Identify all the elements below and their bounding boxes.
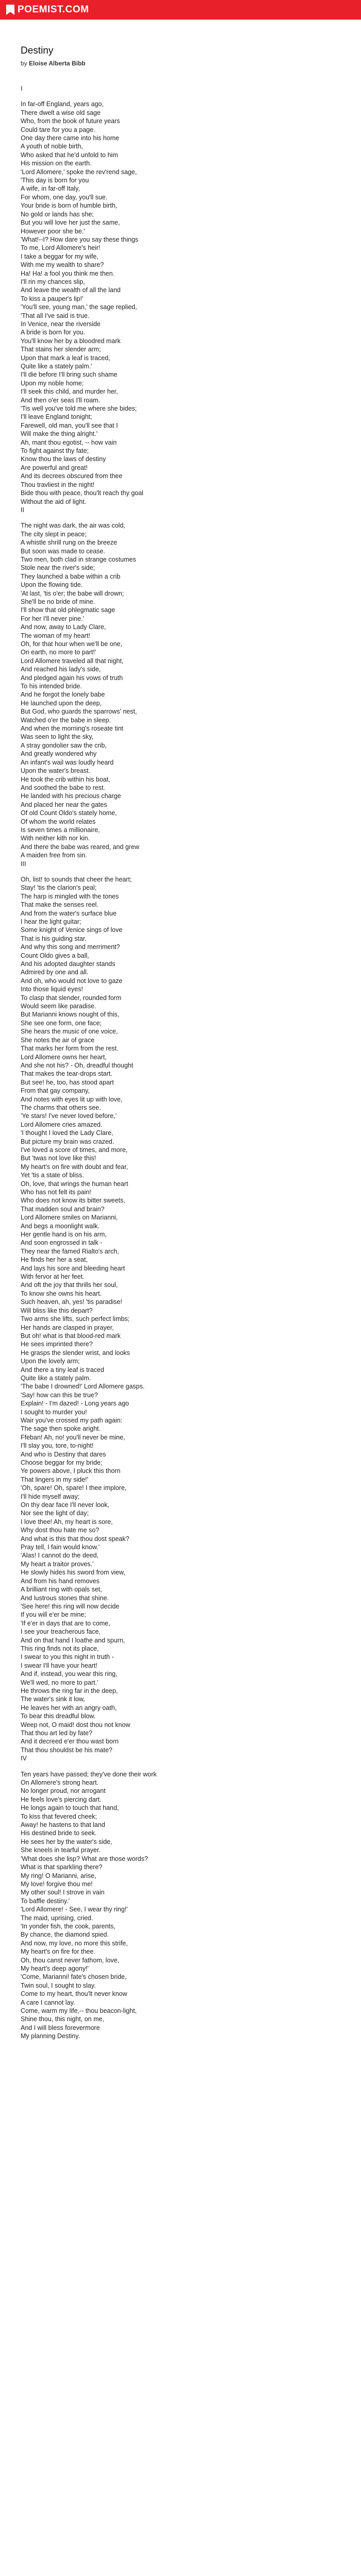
poem-line: He leaves her with an angry oath, [21,1704,117,1711]
poem-line: 'If e'er in days that are to come, [21,1619,110,1627]
poem-line: On Allomere's strong heart. [21,1779,99,1787]
poem-line: Lord Allomere owns her heart, [21,1053,107,1061]
poem-line: I'll show that old phlegmatic sage [21,606,116,614]
poem-line: And lustrous stones that shine. [21,1594,109,1602]
poem-line: On earth, no more to part!' [21,649,96,656]
poem-line: And greatly wondered why [21,750,97,758]
poem-line: To bear this dreadful blow. [21,1713,96,1720]
poem-line: Count Oldo gives a ball, [21,952,89,959]
poem-line: And soon engrossed in talk - [21,1239,103,1247]
poem-line: Away! he hastens to that land [21,1821,105,1829]
poem-line: Watched o'er the babe in sleep. [21,716,111,724]
poem-line: My heart's on fire for thee. [21,1948,95,1956]
poem-line: My ring! O Marianni, arise, [21,1872,96,1879]
poem-line: I'll slay you, tore, to-night! [21,1442,94,1450]
poem-line: My love! forgive thou me! [21,1880,93,1888]
poem-line: And placed her near the gates [21,801,107,808]
poem-section [21,84,340,506]
poem-line: I swear to you this night in truth - [21,1653,114,1661]
poem-line: A whistle shrill rung on the breeze [21,539,117,547]
poem-line: Quite like a stately palm. [21,1374,91,1382]
poem-line: I see your treacherous face, [21,1628,101,1636]
poem-line: Who asked that he'd unfold to him [21,151,118,159]
poem-line: Quite like a stately palm.' [21,363,92,370]
poem-line: An infant's wail was loudly heard [21,758,114,766]
poem-content [0,20,361,2041]
poem-line: Weep not, O maid! dost thou not know [21,1721,130,1728]
poem-line: You'll know her by a bloodred mark [21,337,121,345]
poem-line: To know she owns his heart. [21,1290,102,1297]
poem-line: Farewell, old man, you'll see that I [21,421,118,429]
poem-line: Who, from the book of future years [21,117,120,125]
poem-line: The sage then spoke aright. [21,1425,101,1433]
poem-line: His mission on the earth. [21,160,92,167]
poem-line: Lord Allomere smiles on Marianni, [21,1214,118,1222]
poem-line: Who does not know its bitter sweets, [21,1197,125,1205]
poem-line: A stray gondolier saw the crib, [21,741,107,749]
poem-line: My other soul! I strove in vain [21,1889,105,1896]
poem-line: 'That all I've said is true. [21,312,90,319]
poem-line: And oft the joy that thrills her soul, [21,1281,118,1289]
poem-line: She notes the air of grace [21,1036,95,1044]
poem-line: The charms that others see. [21,1104,101,1111]
section-number: IV [21,1755,27,1762]
poem-line: I love thee! Ah, my heart is sore, [21,1518,113,1526]
poem-line: We'll wed, no more to part.' [21,1679,99,1686]
poem-line: And his adopted daughter stands [21,960,116,968]
section-number: II [21,506,24,514]
poem-line: And who is Destiny that dares [21,1450,106,1458]
poem-line: The water's sink it low, [21,1696,85,1703]
poem-line: No longer proud, nor arrogant [21,1787,106,1795]
poem-line: If you will e'er be mine; [21,1611,86,1619]
poem-line: He finds her her a seat, [21,1256,88,1264]
poem-line: His destined bride to seek. [21,1829,97,1837]
poem-line: What is that sparkling there? [21,1863,103,1871]
poem-line: They near the famed Rialto's arch, [21,1247,119,1255]
poem-line: One day there came into his home [21,134,120,142]
poem-line: A brilliant ring with opals set, [21,1586,102,1594]
poem-line: The woman of my heart! [21,632,90,639]
poem-line: He sees imprinted there? [21,1341,93,1348]
poem-line: She hears the music of one voice, [21,1028,118,1036]
poem-line: That marks her form from the rest. [21,1045,119,1053]
poem-line: A bride is born for you. [21,329,86,336]
poem-line: He took the crib within his boat, [21,775,110,783]
poem-line: From that gay company, [21,1087,90,1095]
poem-line: He landed with his precious charge [21,792,121,800]
poem-line: He throws the ring far in the deep, [21,1687,118,1694]
poem-line: Bide thou with peace, thou'lt reach thy goal [21,489,143,497]
poem-line: He sees her by the water's side, [21,1838,112,1845]
poem-line: And now, my love, no more this strife, [21,1939,128,1947]
poem-line: 'Say! how can this be true? [21,1391,98,1399]
poem-line: But picture my brain was crazed. [21,1138,114,1145]
poem-line: And oh, who would not love to gaze [21,977,123,985]
poem-line: In Venice, near the riverside [21,320,101,328]
poem-line: That madden soul and brain? [21,1205,105,1213]
poem-line: No gold or lands has she; [21,210,94,218]
poem-line: Wair you've crossed my path again: [21,1416,123,1424]
poem-line: Some knight of Venice sings of love [21,926,123,934]
poem-line: Is seven times a millionaire, [21,826,100,834]
poem-line: And from his hand removes [21,1577,100,1585]
poem-line: With me my wealth to share? [21,261,104,269]
poem-line: I'll seek this child, and murder her, [21,388,118,396]
poem-line: And its decrees obscured from thee [21,472,123,480]
poem-line: And there the babe was reared, and grew [21,843,140,851]
poem-line: I've loved a score of times, and more, [21,1146,128,1154]
poem-line: A care I cannot lay. [21,1998,75,2006]
poem-line: Upon my noble home; [21,379,84,387]
poem-line: Of old Count Oldo's stately home, [21,809,117,817]
poem-line: Will make the thing alright.' [21,430,97,438]
poem-line: That make the senses reel. [21,901,99,909]
poem-line: And there a tiny leaf is traced [21,1366,104,1374]
poem-line: And pledged again his vows of truth [21,674,123,682]
poem-line: Choose beggar for my bride; [21,1459,103,1466]
poem-line: 'See here! this ring will now decide [21,1602,120,1610]
poem-line: He launched upon the deep, [21,699,102,707]
poem-line: To fight against thy fate; [21,447,89,455]
poem-line: She'll be no bride of mine. [21,598,95,605]
poem-line: I'll hide myself away; [21,1493,80,1500]
poem-line: 'Lord Allomere! - See, I wear thy ring!' [21,1906,128,1913]
poem-line: Of whom the world relates [21,818,96,825]
poem-line: Ha! Ha! a fool you think me then. [21,269,115,277]
poem-line: He slowly hides his sword from view, [21,1569,125,1577]
poem-line: 'Oh, spare! Oh, spare! I thee implore, [21,1484,127,1492]
poem-line: Lord Allomere traveled all that night, [21,657,124,665]
poem-line: Her hands are clasped in prayer, [21,1324,114,1331]
poem-line: And leave the wealth of all the land [21,286,121,294]
poem-line: Upon the lovely arm; [21,1358,80,1365]
poem-line: And when the morning's roseate tint [21,725,124,733]
poem-line: And why this song and merriment? [21,943,120,951]
poem-line: Are powerful and great! [21,464,88,471]
poem-line: I take a beggar for my wife, [21,252,99,260]
poem-line: I'll leave England tonight; [21,413,92,421]
poem-line: The city slept in peace; [21,530,87,538]
poem-line: He feels love's piercing dart. [21,1795,102,1803]
poem-line: 'At last, 'tis o'er; the babe will drown; [21,589,124,597]
poem-body [21,84,340,2041]
poem-line: Stay! 'tis the clarion's peal; [21,884,97,892]
poem-line: Upon the water's breast. [21,767,91,775]
poem-line: And notes with eyes lit up with love, [21,1095,123,1103]
poem-line: Oh, for that hour when we'll be one, [21,640,122,648]
poem-line: 'Alas! I cannot do the deed, [21,1552,99,1560]
poem-line: Come, warm my life,-- thou beacon-light, [21,2007,137,2014]
poem-line: Who has not felt its pain! [21,1189,91,1196]
poem-line: Was seen to light the sky, [21,733,94,741]
poem-title: Destiny [21,45,54,56]
poem-line: Ffeban! Ah, no! you'll never be mine, [21,1433,125,1441]
poem-line: Oh, thou canst never fathom, love, [21,1956,120,1964]
poem-line: A youth of noble birth, [21,143,83,150]
poem-line: Know thou the laws of destiny [21,455,106,463]
poem-line: She kneels in tearful prayer. [21,1846,101,1854]
poem-line: Nor see the light of day; [21,1510,89,1517]
poem-line: For whom, one day, you'll sue. [21,193,108,201]
poem-line: Oh, love, that wrings the human heart [21,1180,128,1188]
poem-line: Stole near the river's side; [21,564,95,572]
poem-line: I swear I'll have your heart! [21,1662,97,1669]
poem-line: Two arms she lifts, such perfect limbs; [21,1315,130,1323]
poem-line: A wife, in far-off Italy, [21,185,80,193]
poem-line: They launched a babe within a crib [21,572,121,580]
poem-line: With fervor at her feet. [21,1273,85,1281]
poem-line: Her gentle hand is on his arm, [21,1231,107,1239]
poem-line: 'This day is born for you [21,177,89,184]
poem-line: By chance, the diamond spied. [21,1931,109,1939]
poem-line: Ah, mant thou egotist, -- how vain [21,438,117,446]
poem-line: Ye powers above, I pluck this thorn [21,1467,121,1475]
poem-line: And begs a moonlight walk. [21,1222,100,1230]
poem-line: The harp is mingled with the tones [21,892,119,900]
poem-line: And on that hand I loathe and spurn, [21,1636,125,1644]
poem-line: But soon was made to cease. [21,547,105,555]
poem-line: That stains her slender arm; [21,346,101,353]
poem-line: Your bride is born of humble birth, [21,202,118,210]
poem-line: That thou art led by fate? [21,1730,92,1737]
poem-line: 'The babe I drowned!' Lord Allomere gasps. [21,1383,145,1391]
poem-line: Would seem like paradise. [21,1003,96,1010]
poem-line: For her I'll never pine.' [21,615,84,622]
poem-line: To me, Lord Allomere's heir! [21,244,101,252]
poem-line: But God, who guards the sparrows' nest, [21,708,137,716]
poem-line: And it decreed e'er thou wast born [21,1738,119,1745]
poem-line: Two men, both clad in strange costumes [21,555,136,563]
poem-line: And lays his sore and bleeding heart [21,1264,125,1272]
poem-line: 'Come, Marianni! fate's chosen bride, [21,1973,127,1981]
poem-line: Come to my heart, thou'lt never know [21,1990,127,1998]
poem-line: Why dost thou hate me so? [21,1527,100,1534]
site-header [0,0,361,20]
poem-line: I sought to murder you! [21,1408,87,1416]
poem-section [21,860,340,1755]
poem-line: 'What does she lisp? What are those words? [21,1855,148,1862]
poem-line: To kiss that fevered cheek; [21,1812,97,1820]
poem-line: 'What!--I? How dare you say these things [21,235,139,243]
poem-line: And now, away to Lady Clare, [21,623,106,631]
poem-line: To baffle destiny.' [21,1897,70,1905]
poem-line: There dwelt a wise old sage [21,109,101,116]
poem-line: Into those liquid eyes! [21,986,83,993]
poem-line: To kiss a pauper's lip!' [21,295,84,302]
poem-line: Without the aid of light. [21,498,87,505]
poem-line: And I will bless forevermore [21,2024,100,2031]
bookmark-icon [6,5,14,15]
poem-line: That lingers in my side!' [21,1476,88,1483]
site-logo-link[interactable] [6,4,89,15]
poem-line: And reached his lady's side, [21,666,101,673]
poem-author [21,60,340,67]
poem-line: Explain! - I'm dazed! - Long years ago [21,1400,129,1408]
poem-line: Ten years have passed; they've done their work [21,1770,157,1778]
poem-line: Could tare for you a page. [21,126,95,133]
poem-line: 'Ye stars! I've never loved before,' [21,1112,117,1120]
poem-line: I'll die before I'll bring such shame [21,371,118,379]
poem-line: Shine thou, this night, on me, [21,2015,104,2023]
poem-line: She see one form, one face; [21,1019,102,1027]
poem-line: But oh! what is that blood-red mark [21,1332,121,1340]
poem-line: That thou shouldst be his mate? [21,1746,112,1754]
poem-line: He grasps the slender wrist, and looks [21,1349,130,1357]
poem-line: And he forgot the lonely babe [21,691,105,699]
poem-line: And if, instead, you wear this ring, [21,1670,118,1678]
poem-line: My planning Destiny. [21,2032,80,2040]
poem-line: Lord Allomere cries amazed. [21,1121,103,1128]
poem-line: Yet 'tis a state of bliss. [21,1172,84,1179]
poem-section [21,506,340,860]
poem-line: I hear the light guitar; [21,918,81,925]
poem-line: 'I thought I loved the Lady Clare, [21,1129,113,1137]
poem-line: But 'twas not love like this! [21,1155,96,1162]
poem-line: And from the water's surface blue [21,909,117,917]
poem-line: He longs again to touch that hand, [21,1804,119,1812]
poem-line: 'In yonder fish, the cook, parents, [21,1922,116,1930]
poem-line: That is his guiding star. [21,935,87,942]
poem-line: My heart's on fire with doubt and fear, [21,1163,128,1171]
poem-line: Twin soul, I sought to slay. [21,1981,96,1989]
poem-line: The night was dark, the air was cold, [21,522,125,530]
poem-line: To clasp that slender, rounded form [21,994,122,1002]
section-number: III [21,860,26,868]
poem-line: To his intended bride. [21,683,82,690]
poem-line: But you will love her just the same, [21,219,120,227]
poem-line: However poor she be.' [21,227,85,235]
poem-line: But see! he, too, has stood apart [21,1078,114,1086]
poem-line: 'Lord Allomere,' spoke the rev'rend sage, [21,168,137,176]
poem-line: Oh, list! to sounds that cheer the heart; [21,875,132,883]
poem-line: 'You'll see, young man,' the sage replied, [21,303,137,311]
poem-line: But Marianni knows nought of this, [21,1011,120,1019]
poem-line: And she not his? - Oh, dreadful thought [21,1061,134,1069]
poem-line: My heart a traitor proves.' [21,1560,94,1568]
poem-line: That makes the tear-drops start. [21,1070,112,1078]
section-number: I [21,85,23,92]
logo-text: POEMIST.COM [18,4,89,15]
poem-line: Such heaven, ah, yes! 'tis paradise! [21,1298,122,1306]
author-prefix: by [21,60,27,67]
poem-line: And soothed the babe to rest. [21,784,106,791]
poem-line: Will bliss like this depart? [21,1307,93,1314]
poem-line: Thou travliest in the night! [21,481,95,488]
poem-section [21,1754,340,2040]
poem-line: Admired by one and all. [21,969,89,976]
poem-line: Upon that mark a leaf is traced, [21,354,110,362]
poem-line: On thy dear face I'll never look, [21,1501,109,1509]
poem-line: I'll rin my chances slip, [21,278,85,285]
poem-line: And then o'er seas I'll roam. [21,396,101,404]
poem-line: This ring finds not its place, [21,1645,99,1652]
poem-line: And what is this that thou dost speak? [21,1535,129,1543]
poem-line: Upon the flowing tide. [21,581,83,589]
poem-line: With neither kith nor kin. [21,835,90,842]
poem-line: Pray tell, I fain would know.' [21,1544,100,1551]
poem-line: In far-off England, years ago, [21,100,104,108]
author-name: Eloise Alberta Bibb [29,60,86,67]
poem-line: 'Tis well you've told me where she bides; [21,405,137,413]
poem-line: A maiden free from sin. [21,852,87,859]
poem-line: My heart's deep agony!' [21,1964,89,1972]
poem-line: The maid, uprising, cried. [21,1914,93,1922]
